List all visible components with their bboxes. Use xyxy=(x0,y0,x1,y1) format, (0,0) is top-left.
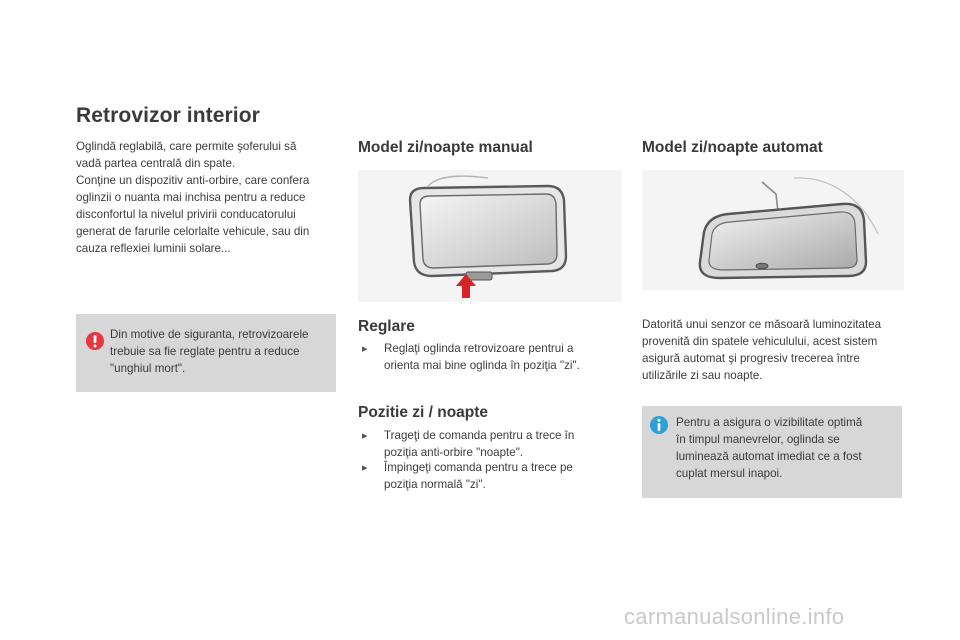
info-note-text xyxy=(676,414,862,482)
warning-note-box xyxy=(76,314,336,392)
adjust-bullet xyxy=(362,341,612,375)
manual-mirror-image xyxy=(358,170,622,302)
info-line: luminează automat imediat ce a fost xyxy=(676,450,862,463)
intro-paragraph xyxy=(76,138,309,257)
warning-line: trebuie sa fie reglate pentru a reduce xyxy=(110,345,300,358)
automatic-model-title: Model zi/noapte automat xyxy=(642,139,823,156)
automatic-line: utilizările zi sau noapte. xyxy=(642,369,763,382)
automatic-line: provenită din spatele vehiculului, acest sistem xyxy=(642,335,878,348)
daynight-bullet-2 xyxy=(362,460,612,494)
info-icon xyxy=(648,414,670,436)
warning-icon xyxy=(84,330,106,352)
daynight-title: Pozitie zi / noapte xyxy=(358,404,489,421)
info-line: Pentru a asigura o vizibilitate optimă xyxy=(676,416,863,429)
daynight-line: Împingeţi comanda pentru a trece pe xyxy=(384,461,573,474)
info-line: în timpul manevrelor, oglinda se xyxy=(676,433,840,446)
warning-note-text xyxy=(110,326,308,377)
automatic-mirror-illustration xyxy=(642,170,904,290)
intro-line: oglinzii o nuanta mai inchisa pentru a reduce xyxy=(76,191,306,204)
daynight-line: poziţia anti-orbire "noapte". xyxy=(384,445,524,459)
bullet-arrow-icon: ▸ xyxy=(362,462,368,474)
daynight-line: Trageţi de comanda pentru a trece în xyxy=(384,429,575,442)
daynight-bullet-1 xyxy=(362,428,612,462)
adjust-title: Reglare xyxy=(358,318,415,335)
info-line: cuplat mersul inapoi. xyxy=(676,467,783,480)
daynight-line: poziţia normală "zi". xyxy=(384,477,486,491)
automatic-line: Datorită unui senzor ce măsoară luminozitatea xyxy=(642,318,882,331)
watermark: carmanualsonline.info xyxy=(624,604,845,629)
adjust-line: orienta mai bine oglinda în poziţia "zi". xyxy=(384,358,580,372)
bullet-arrow-icon: ▸ xyxy=(362,430,368,442)
automatic-paragraph xyxy=(642,316,881,384)
intro-line: cauza reflexiei luminii solare... xyxy=(76,242,231,255)
automatic-mirror-image xyxy=(642,170,904,290)
page-title: Retrovizor interior xyxy=(76,104,260,127)
intro-line: vadă partea centrală din spate. xyxy=(76,157,236,170)
manual-mirror-illustration xyxy=(358,170,622,302)
manual-model-title: Model zi/noapte manual xyxy=(358,139,533,156)
intro-line: generat de farurile celorlalte vehicule, sau din xyxy=(76,225,310,238)
automatic-line: asigură automat şi progresiv trecerea între xyxy=(642,352,860,365)
warning-line: Din motive de siguranta, retrovizoarele xyxy=(110,328,309,341)
intro-line: Conţine un dispozitiv anti-orbire, care confera xyxy=(76,174,310,187)
bullet-arrow-icon: ▸ xyxy=(362,343,368,355)
intro-line: Oglindă reglabilă, care permite şoferului să xyxy=(76,140,297,153)
info-note-box xyxy=(642,406,902,498)
adjust-line: Reglaţi oglinda retrovizoare pentrui a xyxy=(384,342,574,355)
intro-line: disconfortul la nivelul privirii conducatorului xyxy=(76,208,296,221)
warning-line: "unghiul mort". xyxy=(110,362,186,375)
